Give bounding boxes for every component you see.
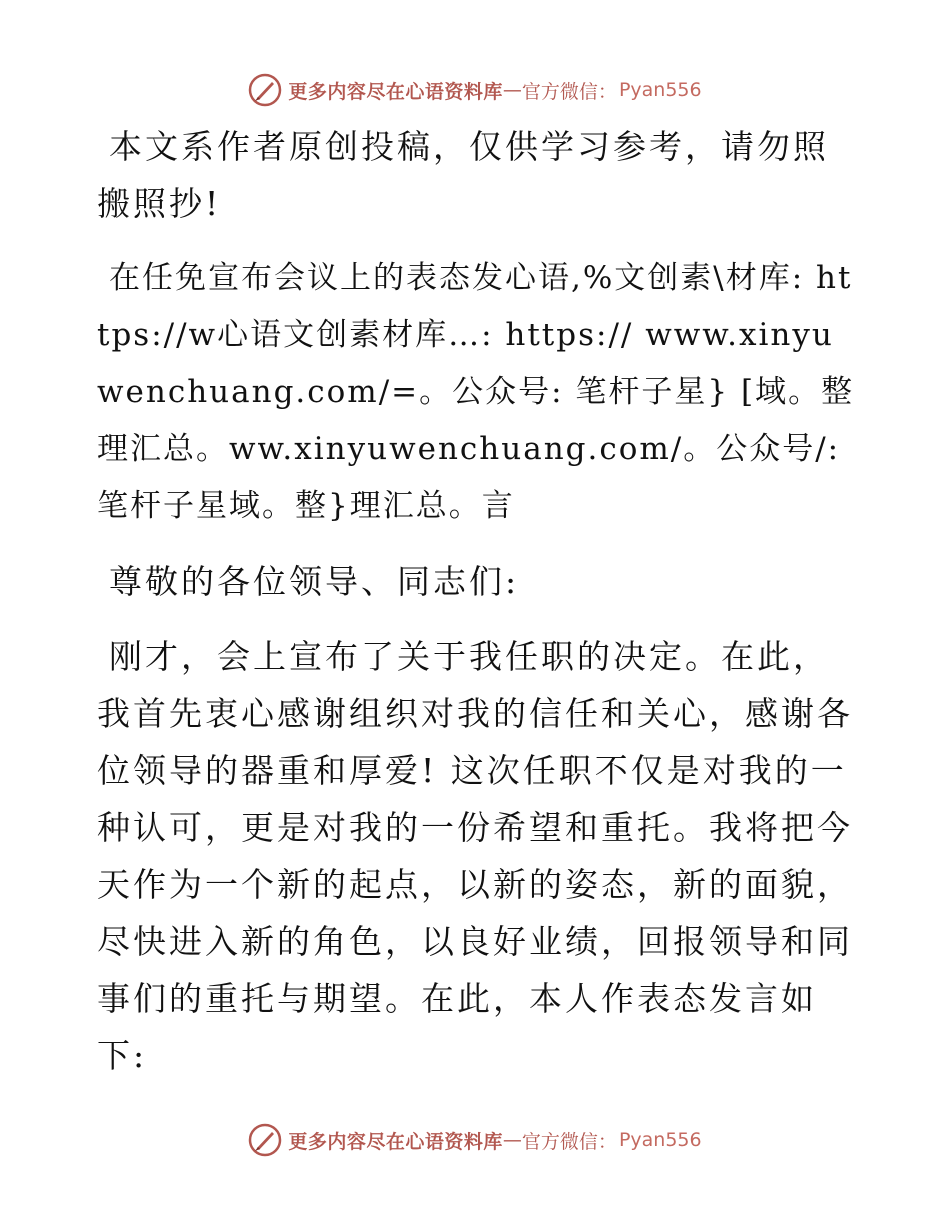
footer-banner bbox=[0, 1120, 950, 1160]
banner-main-text: 更多内容尽在心语资料库 bbox=[288, 1130, 503, 1153]
salutation: 尊敬的各位领导、同志们: bbox=[109, 562, 520, 601]
document-body bbox=[97, 118, 857, 1102]
title-paragraph: 在任免宣布会议上的表态发心语,%文创素\材库: https://w心语文创素材库…: https:// www.xinyuwenchuang.com/=。公众号: 笔杆子星} [域。整理汇总。ww.xinyuwenchuang.com/。公众号/: 笔杆子星域。整}理汇总。言 bbox=[97, 260, 855, 524]
quill-pen-logo-icon bbox=[248, 1123, 282, 1157]
header-banner bbox=[0, 70, 950, 110]
copyright-notice: 本文系作者原创投稿，仅供学习参考，请勿照搬照抄! bbox=[97, 127, 829, 223]
body-paragraph: 刚才，会上宣布了关于我任职的决定。在此，我首先衷心感谢组织对我的信任和关心，感谢各位领导的器重和厚爱! 这次任职不仅是对我的一种认可，更是对我的一份希望和重托。我将把今天作为一个新的起点，以新的姿态，新的面貌，尽快进入新的角色，以良好业绩，回报领导和同事们的重托与期望。在此，本人作表态发言如下: bbox=[97, 637, 853, 1075]
banner-label: 官方微信： bbox=[521, 80, 617, 103]
banner-dash: — bbox=[502, 79, 522, 101]
banner-wechat-handle: Pyan556 bbox=[618, 79, 702, 101]
banner-main-text: 更多内容尽在心语资料库 bbox=[288, 80, 503, 103]
banner-wechat-handle: Pyan556 bbox=[618, 1129, 702, 1151]
quill-pen-logo-icon bbox=[248, 73, 282, 107]
banner-dash: — bbox=[502, 1129, 522, 1151]
banner-label: 官方微信： bbox=[521, 1130, 617, 1153]
